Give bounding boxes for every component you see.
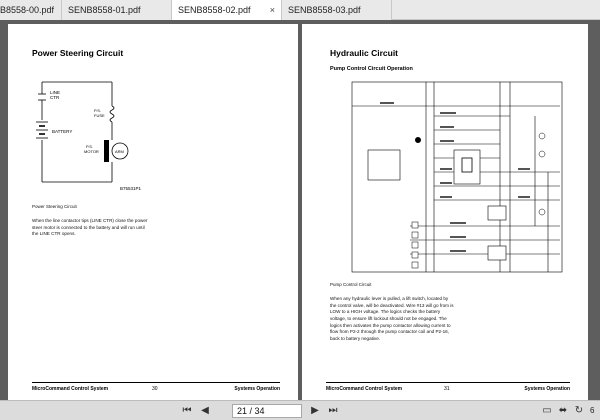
label-ps-motor: P.S. [86,144,94,149]
tab-label: B8558-00.pdf [0,5,55,15]
line-contactor-symbol [38,94,46,100]
footer-section: Systems Operation [524,386,570,392]
page-31 [302,24,588,400]
tab-bar [0,0,600,20]
relay-box-2 [488,246,506,260]
relay-box-1 [488,206,506,220]
rotate-icon[interactable]: ↻ [574,405,584,416]
section-title: Power Steering Circuit [32,48,124,58]
label-line: LINE [50,90,61,95]
label-motor: MOTOR [84,149,99,154]
prev-page-icon[interactable]: ◀ [201,405,209,416]
label-battery: BATTERY [52,129,73,134]
page-number: 30 [152,386,158,392]
tab-document-02[interactable] [172,0,282,20]
power-steering-diagram [32,78,142,198]
page-number-input[interactable]: 21 / 34 [232,404,302,418]
tab-label: SENB8558-01.pdf [68,5,141,15]
label-arm: ARM [115,149,124,154]
figure-caption: Power Steering Circuit [32,204,77,209]
tab-document-00[interactable] [0,0,62,20]
figure-caption: Pump Control Circuit [330,282,372,287]
footer-section: Systems Operation [234,386,280,392]
battery-symbol [36,122,48,138]
section-subtitle: Pump Control Circuit Operation [330,66,413,72]
fuse-symbol [110,106,114,122]
figure-id: B75531P1 [120,186,142,191]
label-ps: P.S. [94,108,102,113]
page-footer [326,382,570,394]
next-page-icon[interactable]: ▶ [311,405,319,416]
footer-title: MicroCommand Control System [326,386,403,392]
close-icon[interactable]: × [269,5,275,15]
connector-pins [412,222,418,268]
junction-dot [415,137,421,143]
display-box [454,150,480,184]
tab-label: SENB8558-03.pdf [288,5,361,15]
fit-page-icon[interactable]: ▭ [542,405,552,416]
page-30 [8,24,298,400]
section-title: Hydraulic Circuit [330,48,399,58]
page-footer [32,382,280,394]
viewer-toolbar [0,400,600,420]
tab-document-01[interactable] [62,0,172,20]
footer-title: MicroCommand Control System [32,386,109,392]
zoom-level[interactable]: 6 [590,406,595,415]
coil-symbols [539,133,545,215]
first-page-icon[interactable]: ⏮ [182,405,192,416]
label-ctr: CTR [50,95,60,100]
page-number: 31 [444,386,450,392]
last-page-icon[interactable]: ⏭ [328,405,338,416]
tab-label: SENB8558-02.pdf [178,5,251,15]
label-fuse: FUSE [94,113,105,118]
pump-control-schematic [350,76,570,276]
body-paragraph: When the line contactor tips (LINE CTR) close the power steer motor is connected to the battery and will run until the LINE CTR opens. [32,218,148,237]
logic-box [368,150,400,180]
document-viewer[interactable] [0,20,600,400]
tab-document-03[interactable] [282,0,392,20]
motor-field-symbol [104,140,109,162]
fit-width-icon[interactable]: ⬌ [558,405,568,416]
body-paragraph: When any hydraulic lever is pulled, a lift switch, located by the control valve, will be deactivated. Wire #13 will go from is LOW to a HIGH voltage. The logics checks the battery voltage, to ensure lift lockout should not be engaged. The logics then activates the pump contactor allowing current to flow from P2-2 through the pump contactor coil and P2-16, back to battery negative. [330,296,454,341]
